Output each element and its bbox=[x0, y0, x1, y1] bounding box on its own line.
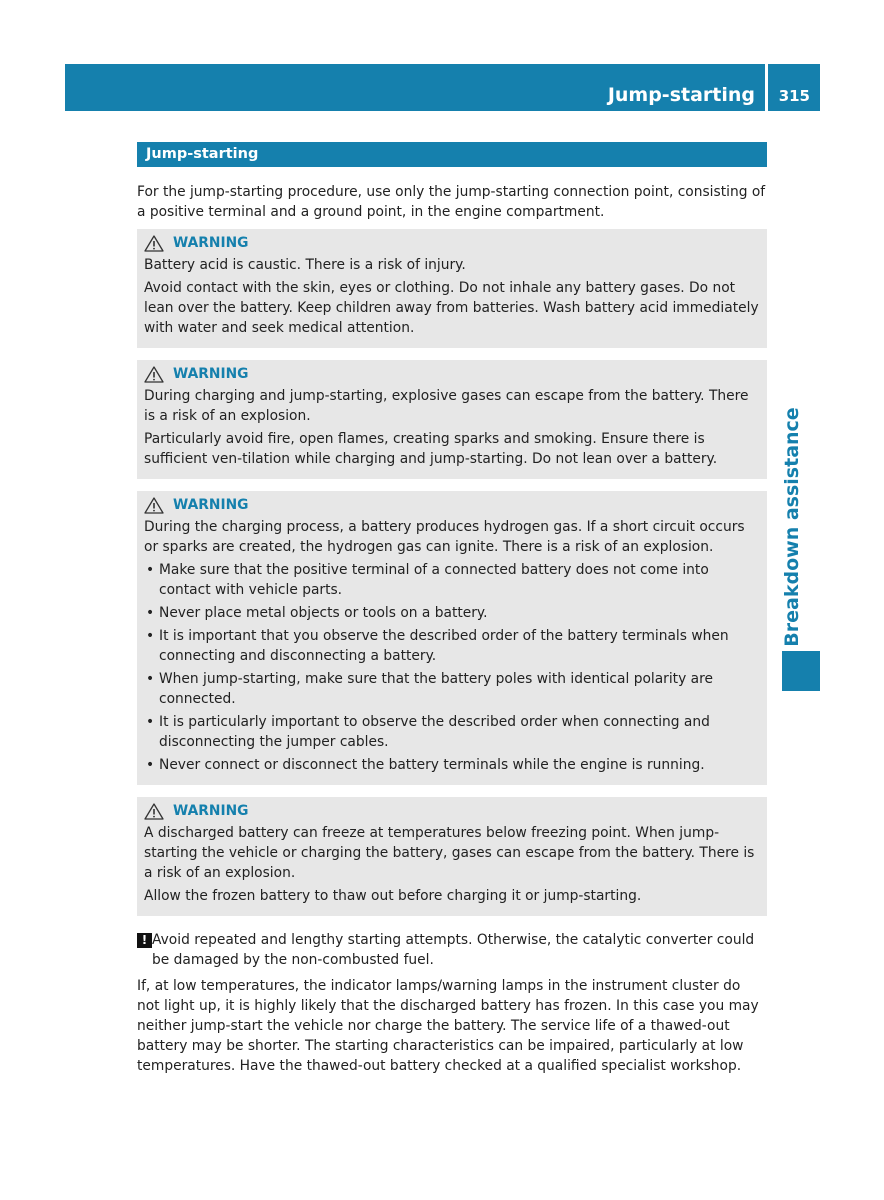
header-title: Jump-starting bbox=[607, 84, 755, 106]
list-item: • Make sure that the positive terminal of a connected battery does not come into contact with vehicle parts. bbox=[144, 560, 760, 600]
warning-triangle-icon bbox=[144, 497, 164, 514]
warning-text: During charging and jump-starting, explosive gases can escape from the battery. There is a risk of an explosion. bbox=[144, 388, 749, 424]
warning-bullet-list bbox=[144, 560, 760, 775]
notice-text: Avoid repeated and lengthy starting attempts. Otherwise, the catalytic converter could be damaged by the non-combusted fuel. bbox=[152, 932, 755, 968]
warning-text: Avoid contact with the skin, eyes or clothing. Do not inhale any battery gases. Do not lean over the battery. Keep children away from batteries. Wash battery acid immediately with water and seek medical attention. bbox=[144, 280, 759, 336]
notice bbox=[137, 930, 767, 970]
side-tab-label: Breakdown assistance bbox=[781, 407, 803, 647]
warning-header bbox=[144, 232, 760, 255]
list-item: • Never place metal objects or tools on a battery. bbox=[144, 603, 760, 623]
closing-paragraph: If, at low temperatures, the indicator lamps/warning lamps in the instrument cluster do not light up, it is highly likely that the discharged battery has frozen. In this case you may neither jump-start the vehicle nor charge the battery. The service life of a thawed-out battery may be shorter. The starting characteristics can be impaired, particularly at low temperatures. Have the thawed-out battery checked at a qualified specialist workshop. bbox=[137, 978, 759, 1074]
page-number: 315 bbox=[778, 87, 810, 105]
warning-text: During the charging process, a battery produces hydrogen gas. If a short circuit occurs or sparks are created, the hydrogen gas can ignite. There is a risk of an explosion. bbox=[144, 519, 745, 555]
warning-text: Allow the frozen battery to thaw out before charging it or jump-starting. bbox=[144, 888, 642, 904]
warning-title: WARNING bbox=[173, 497, 249, 513]
warning-triangle-icon bbox=[144, 235, 164, 252]
warning-box bbox=[137, 229, 767, 348]
page-number-box bbox=[768, 64, 820, 111]
warning-header bbox=[144, 800, 760, 823]
warning-text: A discharged battery can freeze at temperatures below freezing point. When jump-starting the vehicle or charging the battery, gases can escape from the battery. There is a risk of an explosion. bbox=[144, 825, 755, 881]
warning-title: WARNING bbox=[173, 366, 249, 382]
warning-triangle-icon bbox=[144, 803, 164, 820]
warning-text: Battery acid is caustic. There is a risk of injury. bbox=[144, 257, 466, 273]
warning-triangle-icon bbox=[144, 366, 164, 383]
warning-box bbox=[137, 491, 767, 785]
intro-paragraph: For the jump-starting procedure, use only the jump-starting connection point, consisting of a positive terminal and a ground point, in the engine compartment. bbox=[137, 184, 766, 220]
side-tab-marker bbox=[782, 651, 820, 691]
warning-header bbox=[144, 494, 760, 517]
exclamation-icon: ! bbox=[137, 933, 152, 948]
warning-title: WARNING bbox=[173, 803, 249, 819]
list-item: • It is particularly important to observe the described order when connecting and disconnecting the jumper cables. bbox=[144, 712, 760, 752]
page-content bbox=[137, 142, 767, 1076]
section-heading: Jump-starting bbox=[137, 142, 767, 167]
list-item: • Never connect or disconnect the battery terminals while the engine is running. bbox=[144, 755, 760, 775]
header-bar bbox=[65, 64, 765, 111]
warning-header bbox=[144, 363, 760, 386]
warning-box bbox=[137, 797, 767, 916]
list-item: • When jump-starting, make sure that the battery poles with identical polarity are connected. bbox=[144, 669, 760, 709]
warning-box bbox=[137, 360, 767, 479]
list-item: • It is important that you observe the described order of the battery terminals when connecting and disconnecting a battery. bbox=[144, 626, 760, 666]
warning-title: WARNING bbox=[173, 235, 249, 251]
warning-text: Particularly avoid fire, open flames, creating sparks and smoking. Ensure there is sufficient ven-tilation while charging and jump-starting. Do not lean over a battery. bbox=[144, 431, 718, 467]
